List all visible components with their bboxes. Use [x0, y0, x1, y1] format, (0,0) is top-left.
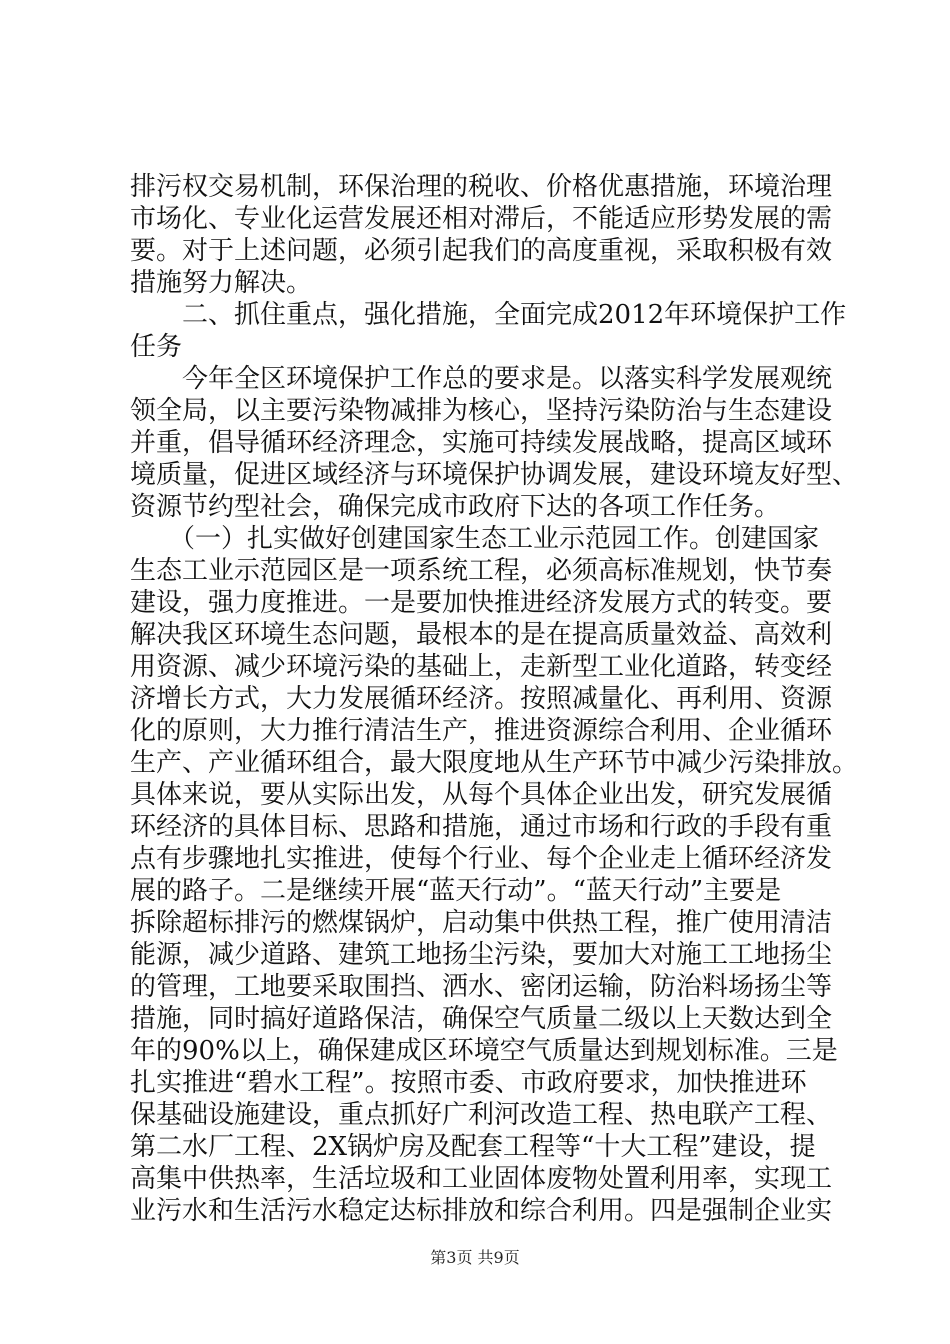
text-line: 能源，减少道路、建筑工地扬尘污染，要加大对施工工地扬尘	[130, 940, 833, 970]
text-line: 解决我区环境生态问题，最根本的是在提高质量效益、高效利	[130, 620, 833, 650]
text-line: 二、抓住重点，强化措施，全面完成2012年环境保护工作	[130, 300, 847, 330]
text-line: 保基础设施建设，重点抓好广利河改造工程、热电联产工程、	[130, 1100, 833, 1130]
text-line: 具体来说，要从实际出发，从每个具体企业出发，研究发展循	[130, 780, 833, 810]
text-line: 领全局，以主要污染物减排为核心，坚持污染防治与生态建设	[130, 396, 833, 426]
text-line: 展的路子。二是继续开展“蓝天行动”。“蓝天行动”主要是	[130, 876, 782, 906]
page-footer: 第3页 共9页	[430, 1248, 520, 1267]
text-line: 扎实推进“碧水工程”。按照市委、市政府要求，加快推进环	[130, 1068, 807, 1098]
text-line: 境质量，促进区域经济与环境保护协调发展，建设环境友好型、	[130, 460, 859, 490]
text-line: 高集中供热率，生活垃圾和工业固体废物处置利用率，实现工	[130, 1164, 833, 1194]
text-line: 措施努力解决。	[130, 268, 313, 298]
text-line: 任务	[130, 332, 183, 362]
text-line: 第二水厂工程、2X锅炉房及配套工程等“十大工程”建设，提	[130, 1132, 816, 1162]
text-line: 资源节约型社会，确保完成市政府下达的各项工作任务。	[130, 492, 781, 522]
text-line: 排污权交易机制，环保治理的税收、价格优惠措施，环境治理	[130, 172, 833, 202]
text-line: 的管理，工地要采取围挡、洒水、密闭运输，防治料场扬尘等	[130, 972, 833, 1002]
text-line: 化的原则，大力推行清洁生产，推进资源综合利用、企业循环	[130, 716, 833, 746]
text-line: 点有步骤地扎实推进，使每个行业、每个企业走上循环经济发	[130, 844, 833, 874]
text-line: 市场化、专业化运营发展还相对滞后，不能适应形势发展的需	[130, 204, 833, 234]
text-line: 济增长方式，大力发展循环经济。按照减量化、再利用、资源	[130, 684, 833, 714]
text-line: 用资源、减少环境污染的基础上，走新型工业化道路，转变经	[130, 652, 833, 682]
text-line: 今年全区环境保护工作总的要求是。以落实科学发展观统	[130, 364, 833, 394]
body-text	[130, 171, 859, 1227]
text-line: （一）扎实做好创建国家生态工业示范园工作。创建国家	[130, 524, 820, 554]
text-line: 建设，强力度推进。一是要加快推进经济发展方式的转变。要	[130, 588, 833, 618]
text-line: 业污水和生活污水稳定达标排放和综合利用。四是强制企业实	[130, 1196, 833, 1226]
text-line: 要。对于上述问题，必须引起我们的高度重视，采取积极有效	[130, 236, 833, 266]
text-line: 环经济的具体目标、思路和措施，通过市场和行政的手段有重	[130, 812, 833, 842]
text-line: 生态工业示范园区是一项系统工程，必须高标准规划，快节奏	[130, 556, 833, 586]
text-line: 并重，倡导循环经济理念，实施可持续发展战略，提高区域环	[130, 428, 833, 458]
text-line: 措施，同时搞好道路保洁，确保空气质量二级以上天数达到全	[130, 1004, 833, 1034]
text-line: 拆除超标排污的燃煤锅炉，启动集中供热工程，推广使用清洁	[130, 908, 833, 938]
text-line: 生产、产业循环组合，最大限度地从生产环节中减少污染排放。	[130, 748, 859, 778]
text-line: 年的90%以上，确保建成区环境空气质量达到规划标准。三是	[130, 1036, 838, 1066]
